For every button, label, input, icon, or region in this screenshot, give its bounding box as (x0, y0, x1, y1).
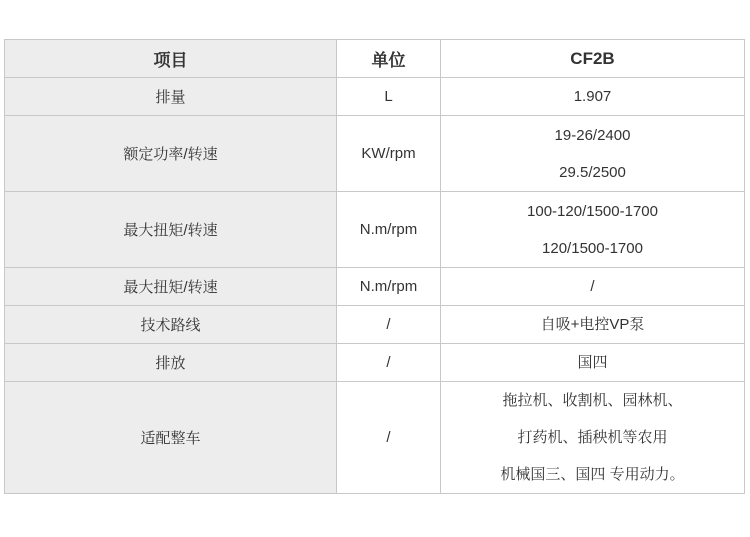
spec-unit: KW/rpm (337, 116, 441, 192)
spec-value (441, 306, 745, 344)
table-row (5, 344, 745, 382)
spec-label: 最大扭矩/转速 (5, 192, 337, 268)
spec-value-line: 拖拉机、收割机、园林机、 (502, 392, 683, 409)
spec-unit: / (337, 344, 441, 382)
table-row (5, 382, 745, 494)
spec-label: 排放 (5, 344, 337, 382)
spec-value-line: / (590, 278, 595, 295)
spec-value-line: 打药机、插秧机等农用 (517, 429, 668, 446)
spec-value (441, 78, 745, 116)
table-row (5, 116, 745, 192)
spec-label: 最大扭矩/转速 (5, 268, 337, 306)
spec-value-line: 国四 (577, 354, 608, 371)
table-row (5, 192, 745, 268)
spec-value-line: 120/1500-1700 (542, 239, 643, 257)
spec-value (441, 192, 745, 268)
spec-value-line: 机械国三、国四 专用动力。 (500, 466, 685, 483)
spec-unit: / (337, 382, 441, 494)
spec-unit: N.m/rpm (337, 192, 441, 268)
spec-unit: L (337, 78, 441, 116)
spec-unit: N.m/rpm (337, 268, 441, 306)
spec-unit: / (337, 306, 441, 344)
spec-value-line: 自吸+电控VP泵 (540, 316, 645, 333)
spec-table (4, 39, 745, 494)
header-unit: 单位 (337, 40, 441, 78)
header-item: 项目 (5, 40, 337, 78)
spec-value (441, 382, 745, 494)
spec-label: 额定功率/转速 (5, 116, 337, 192)
table-header-row (5, 40, 745, 78)
spec-label: 技术路线 (5, 306, 337, 344)
spec-value-line: 100-120/1500-1700 (527, 202, 658, 220)
spec-value (441, 116, 745, 192)
header-model: CF2B (441, 40, 745, 78)
table-row (5, 306, 745, 344)
spec-value-line: 1.907 (573, 88, 612, 105)
table-row (5, 268, 745, 306)
spec-label: 适配整车 (5, 382, 337, 494)
spec-value (441, 344, 745, 382)
spec-value (441, 268, 745, 306)
spec-value-line: 19-26/2400 (554, 126, 631, 144)
spec-value-line: 29.5/2500 (559, 163, 626, 181)
table-row (5, 78, 745, 116)
spec-label: 排量 (5, 78, 337, 116)
